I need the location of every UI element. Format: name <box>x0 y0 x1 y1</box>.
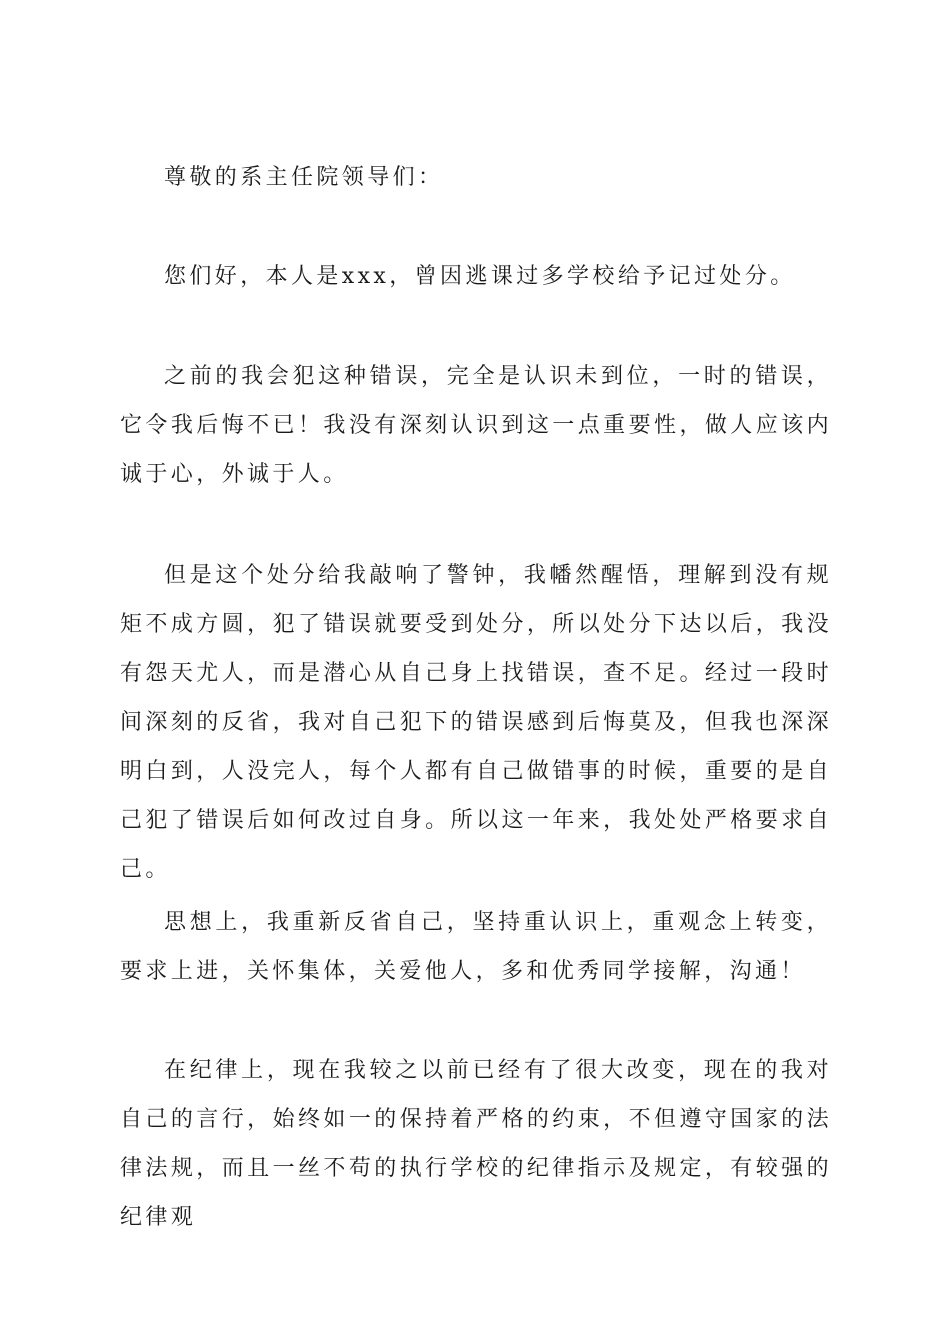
body-paragraph-3: 思想上，我重新反省自己，坚持重认识上，重观念上转变，要求上进，关怀集体，关爱他人，多和优秀同学接解，沟通！ <box>120 910 832 984</box>
greeting-paragraph: 您们好，本人是xxx，曾因逃课过多学校给予记过处分。 <box>164 264 796 289</box>
body-paragraph-2: 但是这个处分给我敲响了警钟，我幡然醒悟，理解到没有规矩不成方圆，犯了错误就要受到处分，所以处分下达以后，我没有怨天尤人，而是潜心从自己身上找错误，查不足。经过一段时间深刻的反省，我对自己犯下的错误感到后悔莫及，但我也深深明白到，人没完人，每个人都有自己做错事的时候，重要的是自己犯了错误后如何改过自身。所以这一年来，我处处严格要求自己。 <box>120 563 832 882</box>
body-paragraph-4: 在纪律上，现在我较之以前已经有了很大改变，现在的我对自己的言行，始终如一的保持着严格的约束，不但遵守国家的法律法规，而且一丝不苟的执行学校的纪律指示及规定，有较强的纪律观 <box>120 1058 832 1230</box>
salutation: 尊敬的系主任院领导们： <box>164 165 444 190</box>
body-paragraph-1: 之前的我会犯这种错误，完全是认识未到位，一时的错误，它令我后悔不已！我没有深刻认识到这一点重要性，做人应该内诚于心，外诚于人。 <box>120 364 832 487</box>
